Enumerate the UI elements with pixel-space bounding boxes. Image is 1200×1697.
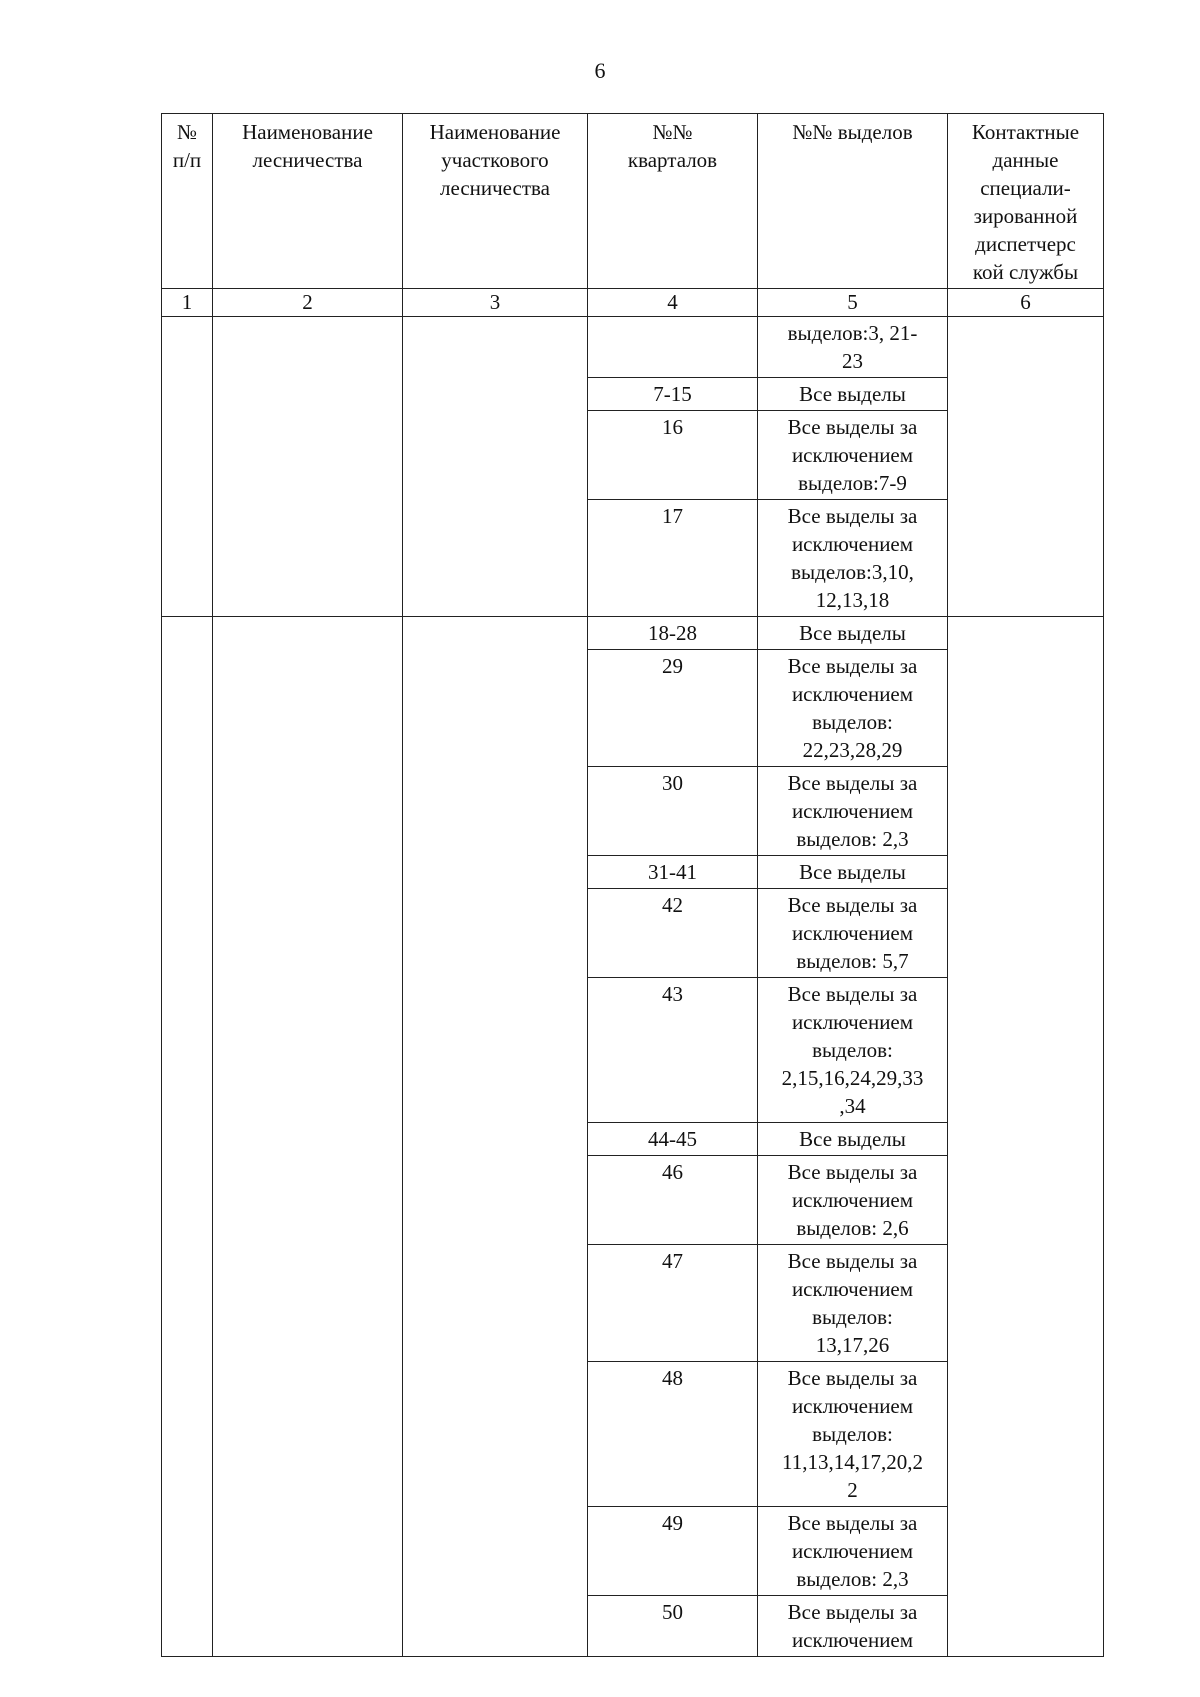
- quarter-cell: 30: [588, 767, 758, 856]
- plots-cell: Все выделы: [758, 617, 948, 650]
- col-number: 2: [213, 289, 403, 317]
- col-header-quarters: №№ кварталов: [588, 114, 758, 289]
- quarter-cell: 46: [588, 1156, 758, 1245]
- col-number: 5: [758, 289, 948, 317]
- plots-cell: Все выделы за исключением выделов: 2,3: [758, 767, 948, 856]
- number-cell: [162, 317, 213, 617]
- plots-cell: Все выделы за исключением выделов: 22,23,28,29: [758, 650, 948, 767]
- district-forestry-cell: [403, 617, 588, 1657]
- plots-cell: Все выделы за исключением выделов: 2,15,16,24,29,33 ,34: [758, 978, 948, 1123]
- table-row: [162, 617, 1104, 650]
- col-header-district-forestry: Наименование участкового лесничества: [403, 114, 588, 289]
- plots-cell: Все выделы за исключением выделов:3,10, 12,13,18: [758, 500, 948, 617]
- col-header-forestry: Наименование лесничества: [213, 114, 403, 289]
- col-number: 6: [948, 289, 1104, 317]
- column-number-row: [162, 289, 1104, 317]
- quarter-cell: 47: [588, 1245, 758, 1362]
- plots-cell: выделов:3, 21- 23: [758, 317, 948, 378]
- quarter-cell: 48: [588, 1362, 758, 1507]
- plots-cell: Все выделы за исключением выделов: 2,3: [758, 1507, 948, 1596]
- col-number: 4: [588, 289, 758, 317]
- forestry-cell: [213, 317, 403, 617]
- quarter-cell: 29: [588, 650, 758, 767]
- table-header-row: [162, 114, 1104, 289]
- plots-cell: Все выделы за исключением: [758, 1596, 948, 1657]
- table-row: [162, 317, 1104, 378]
- plots-cell: Все выделы за исключением выделов: 5,7: [758, 889, 948, 978]
- plots-cell: Все выделы за исключением выделов: 2,6: [758, 1156, 948, 1245]
- quarter-cell: 49: [588, 1507, 758, 1596]
- quarter-cell: 7-15: [588, 378, 758, 411]
- plots-cell: Все выделы: [758, 378, 948, 411]
- plots-cell: Все выделы: [758, 1123, 948, 1156]
- plots-cell: Все выделы за исключением выделов: 11,13,14,17,20,2 2: [758, 1362, 948, 1507]
- quarter-cell: 31-41: [588, 856, 758, 889]
- quarter-cell: 43: [588, 978, 758, 1123]
- plots-cell: Все выделы за исключением выделов:7-9: [758, 411, 948, 500]
- col-header-contacts: Контактные данные специали- зированной диспетчерс кой службы: [948, 114, 1104, 289]
- quarter-cell: [588, 317, 758, 378]
- contacts-cell: [948, 617, 1104, 1657]
- contacts-cell: [948, 317, 1104, 617]
- page-number: 6: [594, 58, 606, 83]
- quarter-cell: 18-28: [588, 617, 758, 650]
- number-cell: [162, 617, 213, 1657]
- quarter-cell: 50: [588, 1596, 758, 1657]
- quarter-cell: 16: [588, 411, 758, 500]
- quarter-cell: 42: [588, 889, 758, 978]
- plots-cell: Все выделы: [758, 856, 948, 889]
- col-header-number: № п/п: [162, 114, 213, 289]
- district-forestry-cell: [403, 317, 588, 617]
- forestry-cell: [213, 617, 403, 1657]
- forestry-table: [161, 113, 1104, 1657]
- table-body: [162, 317, 1104, 1657]
- col-header-plots: №№ выделов: [758, 114, 948, 289]
- col-number: 1: [162, 289, 213, 317]
- col-number: 3: [403, 289, 588, 317]
- quarter-cell: 44-45: [588, 1123, 758, 1156]
- plots-cell: Все выделы за исключением выделов: 13,17,26: [758, 1245, 948, 1362]
- quarter-cell: 17: [588, 500, 758, 617]
